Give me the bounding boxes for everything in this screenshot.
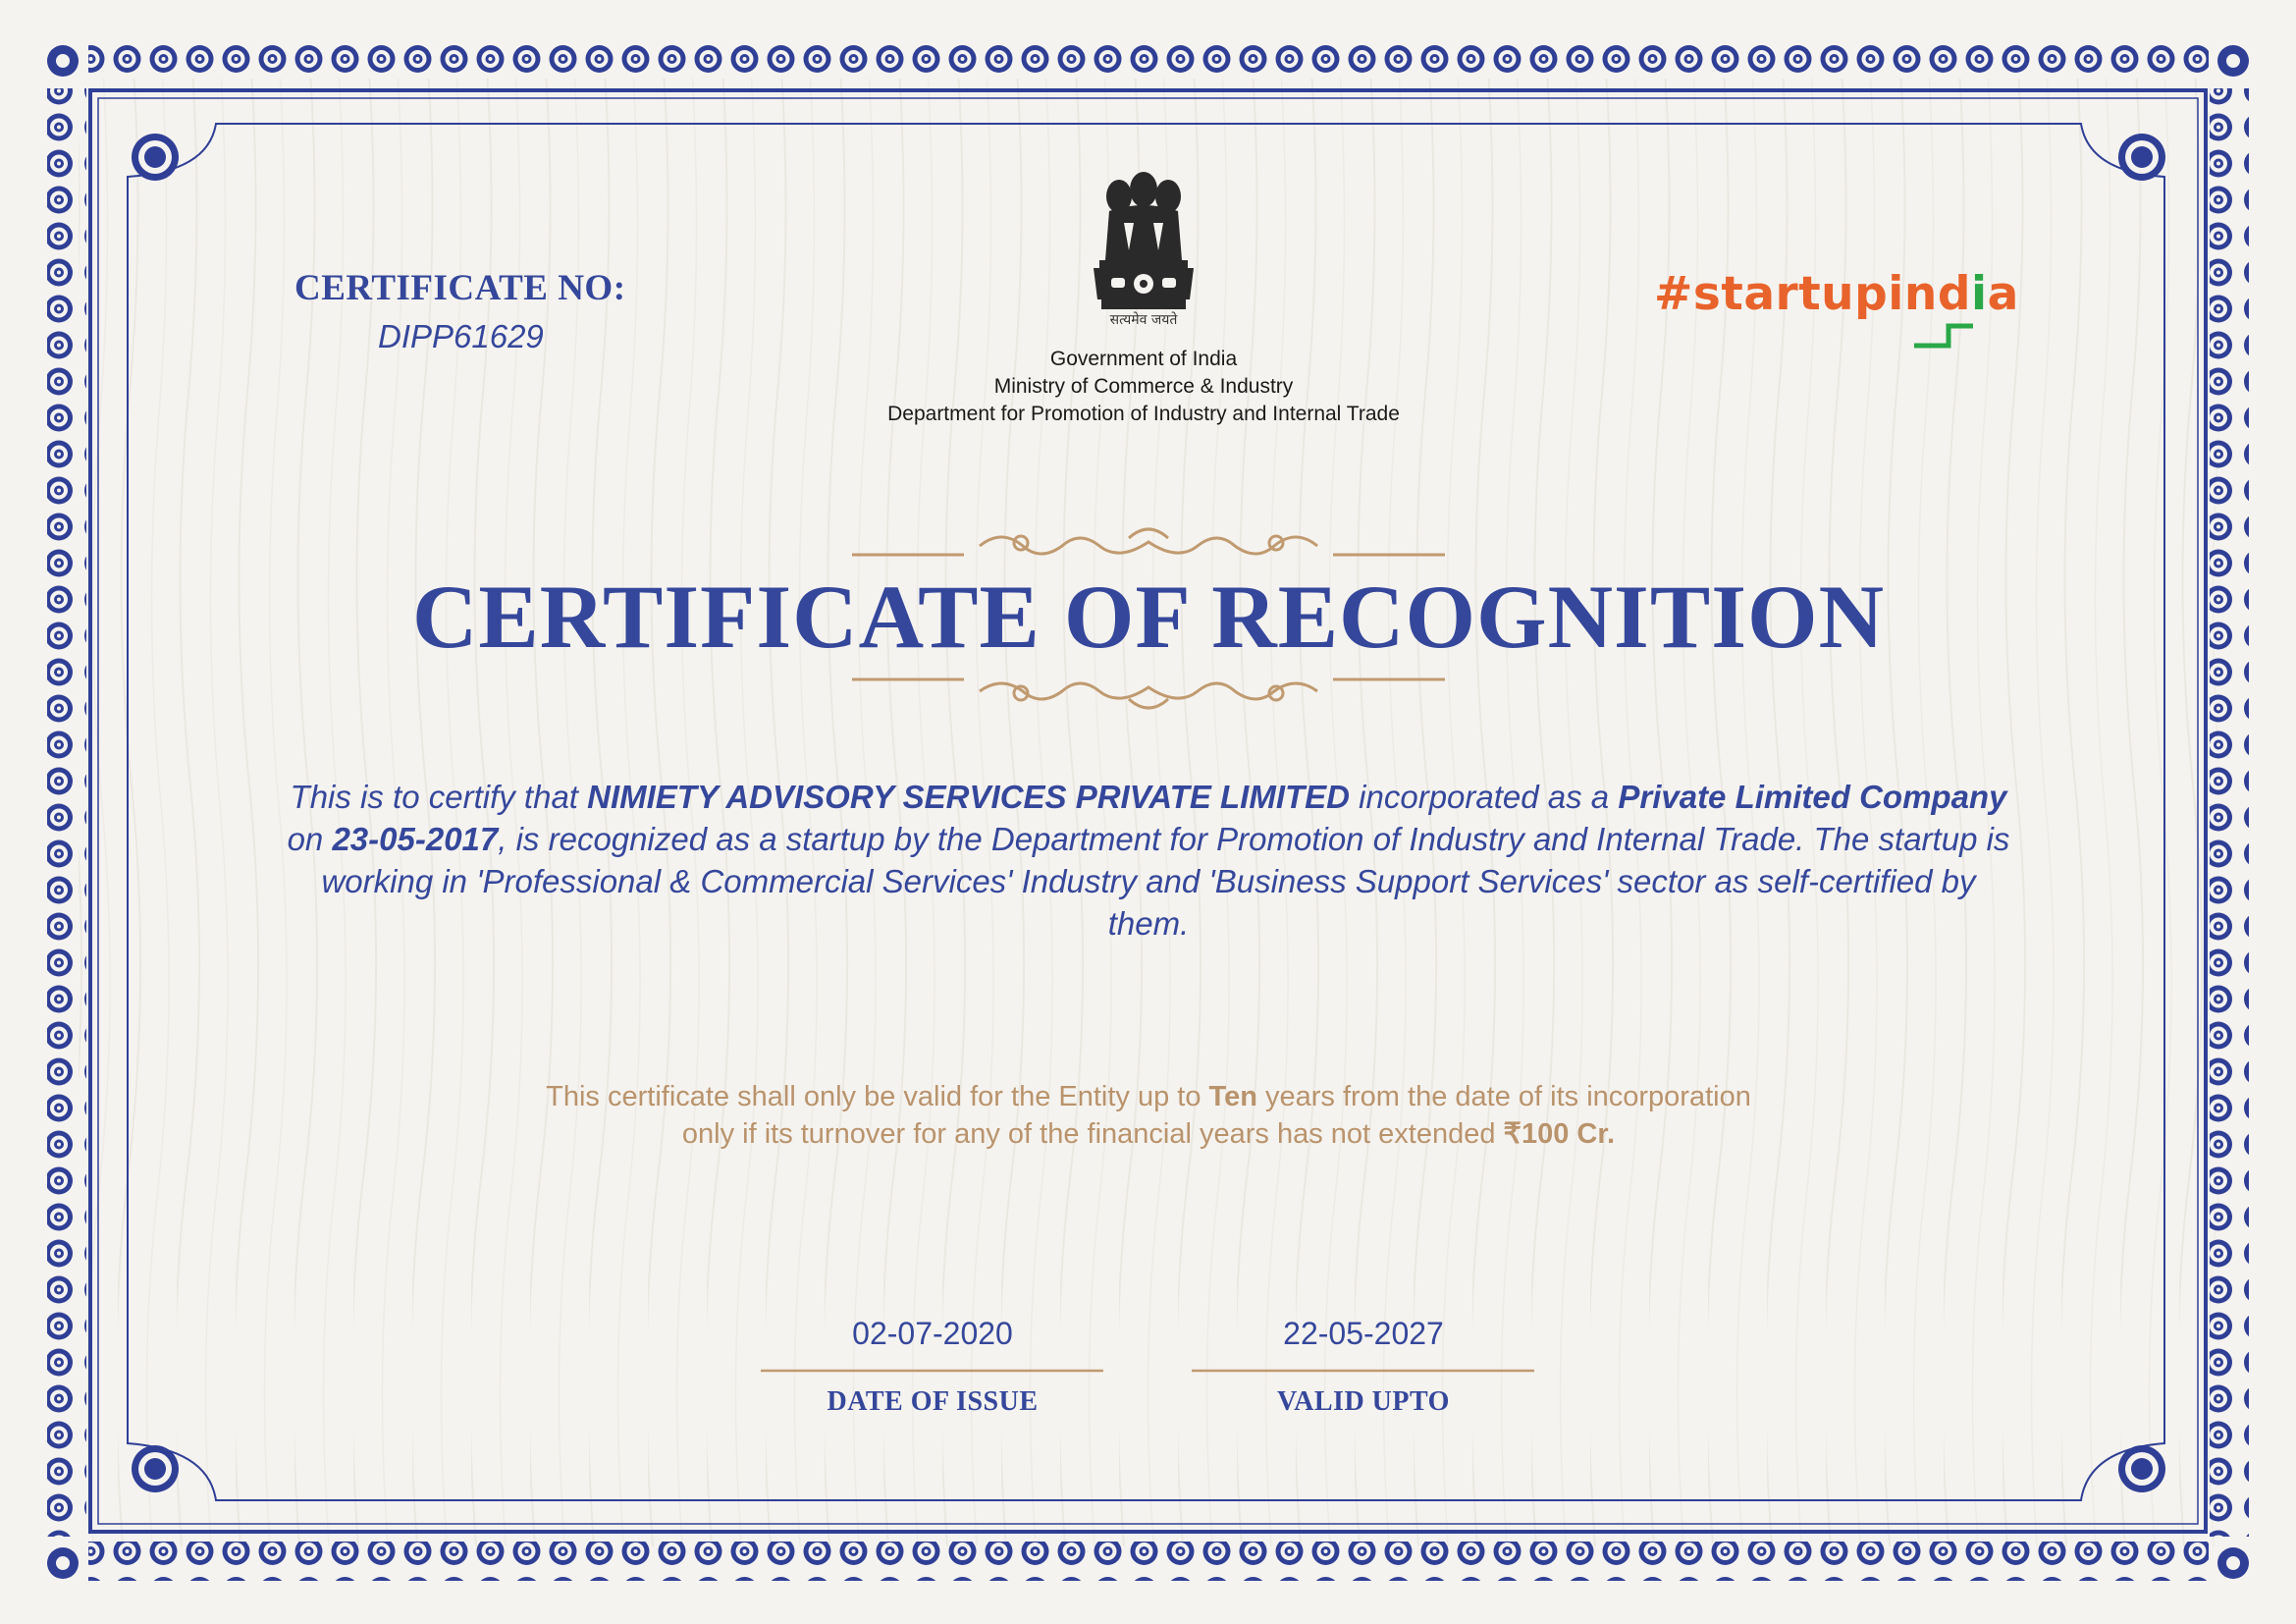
body-text-4: , is recognized as a startup by the Department for Promotion of Industry and Internal Trade. The startup is working in 'Professional & Commercial Services' Industry and 'Business Support Services' sector as self-certified by them. (321, 821, 2010, 942)
gov-line-3: Department for Promotion of Industry and Internal Trade (887, 403, 1400, 425)
body-text-3: on (287, 821, 333, 857)
gov-line-1: Government of India (1049, 348, 1238, 370)
validity-years: Ten (1208, 1081, 1257, 1112)
logo-text-i: i (1971, 267, 1988, 321)
validity-note (393, 1078, 1904, 1153)
certificate-no-label: CERTIFICATE NO: (294, 268, 626, 308)
gov-line-2: Ministry of Commerce & Industry (993, 375, 1294, 398)
certificate-no-value: DIPP61629 (378, 318, 544, 354)
validity-line-1 (393, 1078, 1904, 1115)
validity-text-2: years from the date of its incorporation (1256, 1081, 1751, 1112)
logo-text-end: a (1987, 267, 2019, 321)
body-text-1: This is to certify that (290, 779, 588, 815)
valid-upto-value: 22-05-2027 (1283, 1316, 1444, 1351)
emblem-motto: सत्यमेव जयते (1109, 312, 1178, 328)
logo-text-main: #startupind (1654, 267, 1972, 321)
company-name: NIMIETY ADVISORY SERVICES PRIVATE LIMITED (587, 779, 1350, 815)
body-text-2: incorporated as a (1350, 779, 1619, 815)
validity-text-3: only if its turnover for any of the financial years has not extended (681, 1118, 1504, 1150)
issue-date-value: 02-07-2020 (852, 1316, 1013, 1351)
turnover-limit: ₹100 Cr. (1503, 1118, 1616, 1150)
national-emblem-icon (1080, 152, 1207, 334)
validity-text-1: This certificate shall only be valid for the Entity up to (546, 1081, 1209, 1112)
certificate-body (285, 776, 2012, 945)
company-type: Private Limited Company (1618, 779, 2007, 815)
valid-upto-label: VALID UPTO (1277, 1386, 1450, 1417)
government-header (785, 346, 1502, 428)
incorporation-date: 23-05-2017 (332, 821, 499, 857)
validity-line-2 (393, 1115, 1904, 1153)
startupindia-logo (1654, 267, 2017, 321)
certificate-title: CERTIFICATE OF RECOGNITION (411, 567, 1886, 667)
issue-date-label: DATE OF ISSUE (827, 1386, 1039, 1417)
